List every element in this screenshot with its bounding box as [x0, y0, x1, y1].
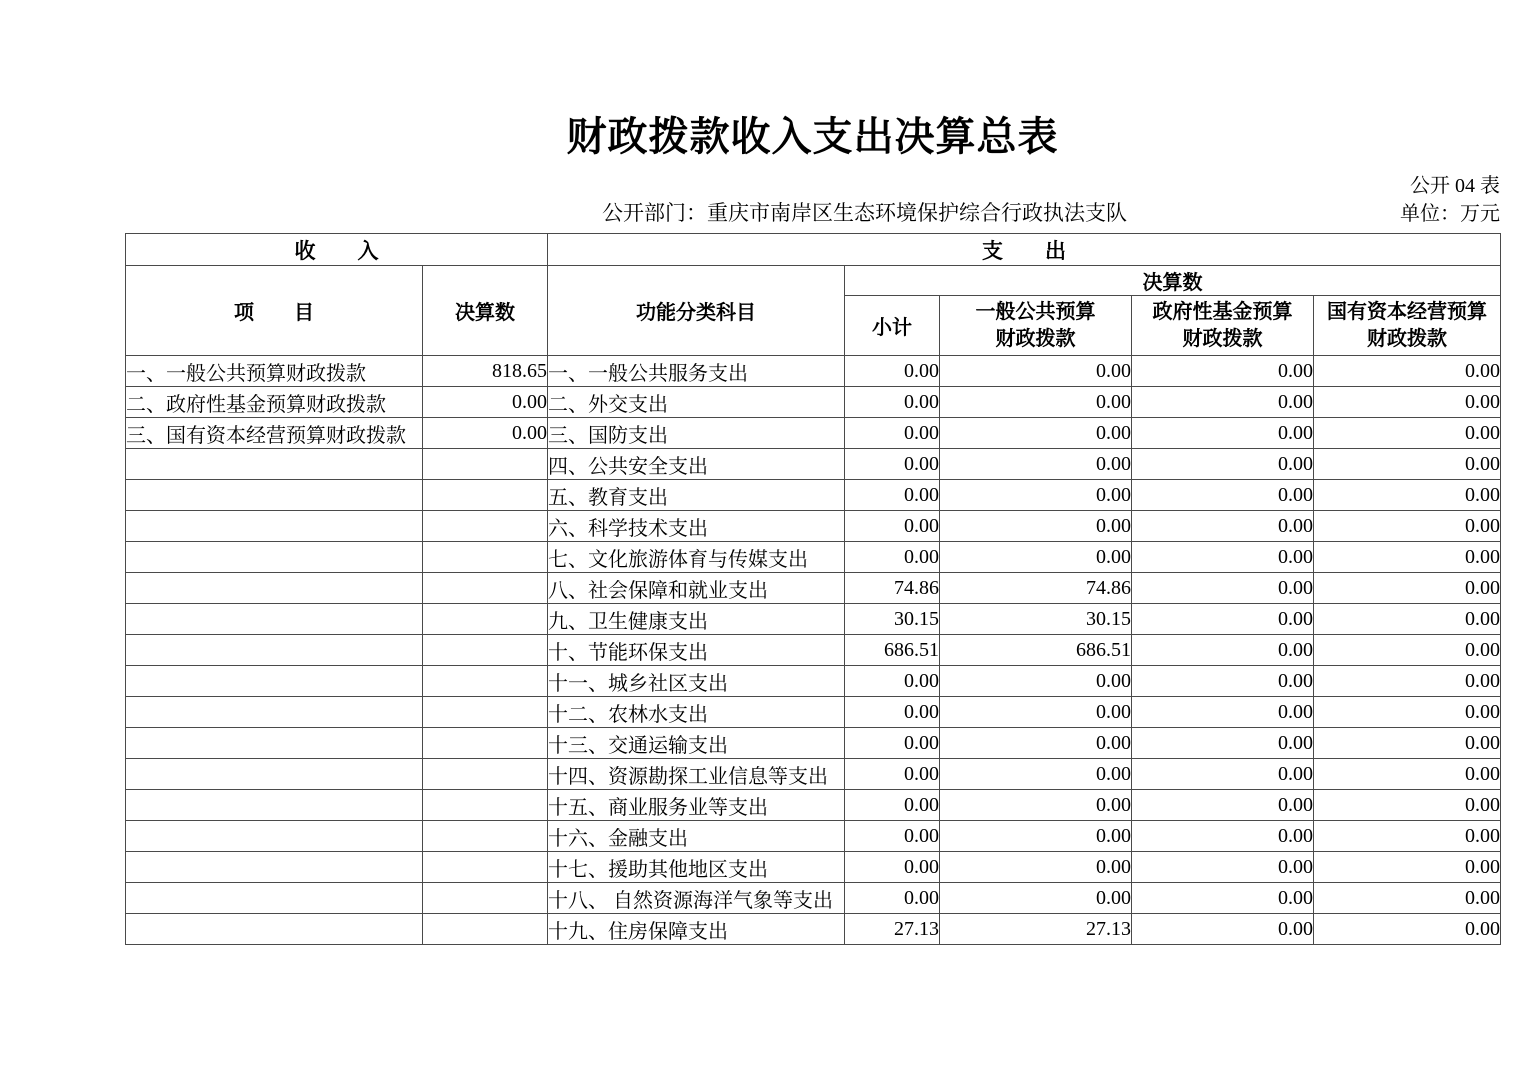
expense-subject-cell: 十六、金融支出 — [548, 821, 845, 852]
income-amount-cell — [423, 821, 548, 852]
income-item-cell — [126, 821, 423, 852]
expense-govt-fund-cell: 0.00 — [1132, 387, 1314, 418]
expense-govt-fund-cell: 0.00 — [1132, 418, 1314, 449]
table-row — [126, 635, 1501, 666]
income-item-cell — [126, 790, 423, 821]
expense-subject-cell: 十五、商业服务业等支出 — [548, 790, 845, 821]
general-budget-header — [940, 296, 1132, 356]
expense-subtotal-cell: 27.13 — [845, 914, 940, 945]
expense-govt-fund-cell: 0.00 — [1132, 573, 1314, 604]
expense-subject-cell: 十、节能环保支出 — [548, 635, 845, 666]
table-code: 公开 04 表 — [1410, 175, 1500, 197]
income-item-cell — [126, 697, 423, 728]
unit-label: 单位：万元 — [1400, 203, 1500, 225]
expense-subtotal-cell: 0.00 — [845, 480, 940, 511]
expense-subtotal-cell: 0.00 — [845, 542, 940, 573]
subtotal-header: 小计 — [845, 296, 940, 356]
state-capital-header-line2: 财政拨款 — [1367, 327, 1447, 350]
income-amount-cell — [423, 542, 548, 573]
expense-state-capital-cell: 0.00 — [1314, 914, 1501, 945]
expense-state-capital-cell: 0.00 — [1314, 542, 1501, 573]
income-group-header: 收 入 — [126, 234, 548, 266]
income-amount-cell — [423, 914, 548, 945]
expense-govt-fund-cell: 0.00 — [1132, 883, 1314, 914]
expense-govt-fund-cell: 0.00 — [1132, 666, 1314, 697]
expense-general-budget-cell: 0.00 — [940, 542, 1132, 573]
expense-state-capital-cell: 0.00 — [1314, 573, 1501, 604]
expense-general-budget-cell: 0.00 — [940, 356, 1132, 387]
expense-general-budget-cell: 0.00 — [940, 759, 1132, 790]
expense-subject-cell: 十四、资源勘探工业信息等支出 — [548, 759, 845, 790]
group-header-row — [126, 234, 1501, 266]
income-item-cell — [126, 480, 423, 511]
expense-govt-fund-cell: 0.00 — [1132, 604, 1314, 635]
expense-subtotal-cell: 0.00 — [845, 356, 940, 387]
table-row — [126, 666, 1501, 697]
expense-subtotal-cell: 30.15 — [845, 604, 940, 635]
income-item-cell — [126, 604, 423, 635]
table-row — [126, 542, 1501, 573]
income-item-cell — [126, 542, 423, 573]
expense-govt-fund-cell: 0.00 — [1132, 790, 1314, 821]
column-header-row-1 — [126, 266, 1501, 296]
expense-state-capital-cell: 0.00 — [1314, 852, 1501, 883]
expense-subject-cell: 六、科学技术支出 — [548, 511, 845, 542]
expense-govt-fund-cell: 0.00 — [1132, 728, 1314, 759]
expense-state-capital-cell: 0.00 — [1314, 387, 1501, 418]
expense-general-budget-cell: 0.00 — [940, 728, 1132, 759]
table-row — [126, 759, 1501, 790]
expense-subject-cell: 十七、援助其他地区支出 — [548, 852, 845, 883]
state-capital-header — [1314, 296, 1501, 356]
income-amount-cell — [423, 449, 548, 480]
income-amount-cell: 0.00 — [423, 418, 548, 449]
income-item-cell — [126, 852, 423, 883]
expense-subject-cell: 七、文化旅游体育与传媒支出 — [548, 542, 845, 573]
expense-govt-fund-cell: 0.00 — [1132, 511, 1314, 542]
income-amount-cell — [423, 573, 548, 604]
income-item-cell — [126, 666, 423, 697]
expense-subtotal-cell: 0.00 — [845, 697, 940, 728]
expense-state-capital-cell: 0.00 — [1314, 759, 1501, 790]
income-amount-cell — [423, 790, 548, 821]
table-row — [126, 883, 1501, 914]
expense-subject-cell: 十九、住房保障支出 — [548, 914, 845, 945]
table-row — [126, 914, 1501, 945]
table-row — [126, 728, 1501, 759]
income-amount-cell — [423, 759, 548, 790]
expense-state-capital-cell: 0.00 — [1314, 480, 1501, 511]
subtitle-row — [125, 200, 1500, 226]
expense-subject-cell: 九、卫生健康支出 — [548, 604, 845, 635]
expense-govt-fund-cell: 0.00 — [1132, 480, 1314, 511]
expense-amount-group-header: 决算数 — [845, 266, 1501, 296]
expense-subject-cell: 十一、城乡社区支出 — [548, 666, 845, 697]
income-amount-header: 决算数 — [423, 266, 548, 356]
expense-group-header: 支 出 — [548, 234, 1501, 266]
expense-subject-cell: 二、外交支出 — [548, 387, 845, 418]
general-budget-header-line1: 一般公共预算 — [975, 300, 1096, 323]
expense-state-capital-cell: 0.00 — [1314, 449, 1501, 480]
expense-general-budget-cell: 0.00 — [940, 449, 1132, 480]
table-row — [126, 418, 1501, 449]
expense-subject-cell: 四、公共安全支出 — [548, 449, 845, 480]
expense-general-budget-cell: 0.00 — [940, 790, 1132, 821]
table-row — [126, 480, 1501, 511]
expense-govt-fund-cell: 0.00 — [1132, 759, 1314, 790]
expense-general-budget-cell: 0.00 — [940, 883, 1132, 914]
expense-subtotal-cell: 0.00 — [845, 449, 940, 480]
expense-general-budget-cell: 0.00 — [940, 821, 1132, 852]
expense-state-capital-cell: 0.00 — [1314, 356, 1501, 387]
expense-subtotal-cell: 0.00 — [845, 759, 940, 790]
table-body — [126, 356, 1501, 945]
expense-state-capital-cell: 0.00 — [1314, 697, 1501, 728]
expense-state-capital-cell: 0.00 — [1314, 790, 1501, 821]
expense-general-budget-cell: 0.00 — [940, 418, 1132, 449]
expense-general-budget-cell: 686.51 — [940, 635, 1132, 666]
expense-subject-cell: 八、社会保障和就业支出 — [548, 573, 845, 604]
table-row — [126, 697, 1501, 728]
income-amount-cell: 818.65 — [423, 356, 548, 387]
expense-general-budget-cell: 0.00 — [940, 697, 1132, 728]
expense-state-capital-cell: 0.00 — [1314, 511, 1501, 542]
expense-govt-fund-cell: 0.00 — [1132, 697, 1314, 728]
expense-govt-fund-cell: 0.00 — [1132, 821, 1314, 852]
expense-subject-cell: 十二、农林水支出 — [548, 697, 845, 728]
income-item-header: 项 目 — [126, 266, 423, 356]
table-row — [126, 604, 1501, 635]
income-amount-cell — [423, 728, 548, 759]
income-item-cell: 二、政府性基金预算财政拨款 — [126, 387, 423, 418]
income-item-cell — [126, 573, 423, 604]
income-item-cell — [126, 728, 423, 759]
expense-subtotal-cell: 686.51 — [845, 635, 940, 666]
expense-subtotal-cell: 0.00 — [845, 790, 940, 821]
govt-fund-header — [1132, 296, 1314, 356]
expense-subject-cell: 三、国防支出 — [548, 418, 845, 449]
department-label: 公开部门：重庆市南岸区生态环境保护综合行政执法支队 — [602, 201, 1127, 225]
document-sheet — [125, 0, 1500, 945]
expense-subject-cell: 五、教育支出 — [548, 480, 845, 511]
income-item-cell — [126, 759, 423, 790]
fiscal-table — [125, 233, 1501, 945]
expense-subtotal-cell: 0.00 — [845, 387, 940, 418]
expense-subtotal-cell: 0.00 — [845, 852, 940, 883]
expense-state-capital-cell: 0.00 — [1314, 728, 1501, 759]
expense-subtotal-cell: 0.00 — [845, 728, 940, 759]
expense-general-budget-cell: 27.13 — [940, 914, 1132, 945]
expense-general-budget-cell: 74.86 — [940, 573, 1132, 604]
table-row — [126, 852, 1501, 883]
income-item-cell — [126, 914, 423, 945]
table-row — [126, 387, 1501, 418]
expense-state-capital-cell: 0.00 — [1314, 666, 1501, 697]
table-row — [126, 790, 1501, 821]
expense-subtotal-cell: 0.00 — [845, 666, 940, 697]
expense-general-budget-cell: 0.00 — [940, 387, 1132, 418]
expense-general-budget-cell: 0.00 — [940, 480, 1132, 511]
page-title: 财政拨款收入支出决算总表 — [566, 115, 1059, 159]
expense-general-budget-cell: 0.00 — [940, 511, 1132, 542]
expense-subject-cell: 一、一般公共服务支出 — [548, 356, 845, 387]
expense-general-budget-cell: 30.15 — [940, 604, 1132, 635]
govt-fund-header-line2: 财政拨款 — [1182, 327, 1263, 350]
income-amount-cell — [423, 511, 548, 542]
expense-govt-fund-cell: 0.00 — [1132, 449, 1314, 480]
expense-state-capital-cell: 0.00 — [1314, 635, 1501, 666]
expense-state-capital-cell: 0.00 — [1314, 604, 1501, 635]
expense-state-capital-cell: 0.00 — [1314, 883, 1501, 914]
state-capital-header-line1: 国有资本经营预算 — [1327, 300, 1487, 323]
expense-subject-cell: 十八、 自然资源海洋气象等支出 — [548, 883, 845, 914]
expense-subtotal-cell: 74.86 — [845, 573, 940, 604]
income-item-cell: 三、国有资本经营预算财政拨款 — [126, 418, 423, 449]
income-amount-cell — [423, 883, 548, 914]
expense-general-budget-cell: 0.00 — [940, 852, 1132, 883]
expense-general-budget-cell: 0.00 — [940, 666, 1132, 697]
income-amount-cell — [423, 697, 548, 728]
expense-govt-fund-cell: 0.00 — [1132, 356, 1314, 387]
expense-subject-header: 功能分类科目 — [548, 266, 845, 356]
expense-govt-fund-cell: 0.00 — [1132, 914, 1314, 945]
income-amount-cell — [423, 635, 548, 666]
income-amount-cell — [423, 852, 548, 883]
income-amount-cell — [423, 480, 548, 511]
expense-state-capital-cell: 0.00 — [1314, 418, 1501, 449]
income-item-cell — [126, 635, 423, 666]
expense-subject-cell: 十三、交通运输支出 — [548, 728, 845, 759]
general-budget-header-line2: 财政拨款 — [995, 327, 1076, 350]
expense-govt-fund-cell: 0.00 — [1132, 852, 1314, 883]
expense-subtotal-cell: 0.00 — [845, 511, 940, 542]
income-amount-cell — [423, 604, 548, 635]
expense-subtotal-cell: 0.00 — [845, 418, 940, 449]
expense-govt-fund-cell: 0.00 — [1132, 635, 1314, 666]
expense-subtotal-cell: 0.00 — [845, 883, 940, 914]
income-amount-cell — [423, 666, 548, 697]
expense-subtotal-cell: 0.00 — [845, 821, 940, 852]
table-row — [126, 356, 1501, 387]
expense-govt-fund-cell: 0.00 — [1132, 542, 1314, 573]
table-row — [126, 821, 1501, 852]
table-row — [126, 573, 1501, 604]
income-item-cell — [126, 449, 423, 480]
income-item-cell — [126, 883, 423, 914]
expense-state-capital-cell: 0.00 — [1314, 821, 1501, 852]
income-amount-cell: 0.00 — [423, 387, 548, 418]
income-item-cell — [126, 511, 423, 542]
table-row — [126, 449, 1501, 480]
income-item-cell: 一、一般公共预算财政拨款 — [126, 356, 423, 387]
govt-fund-header-line1: 政府性基金预算 — [1152, 300, 1293, 323]
table-row — [126, 511, 1501, 542]
